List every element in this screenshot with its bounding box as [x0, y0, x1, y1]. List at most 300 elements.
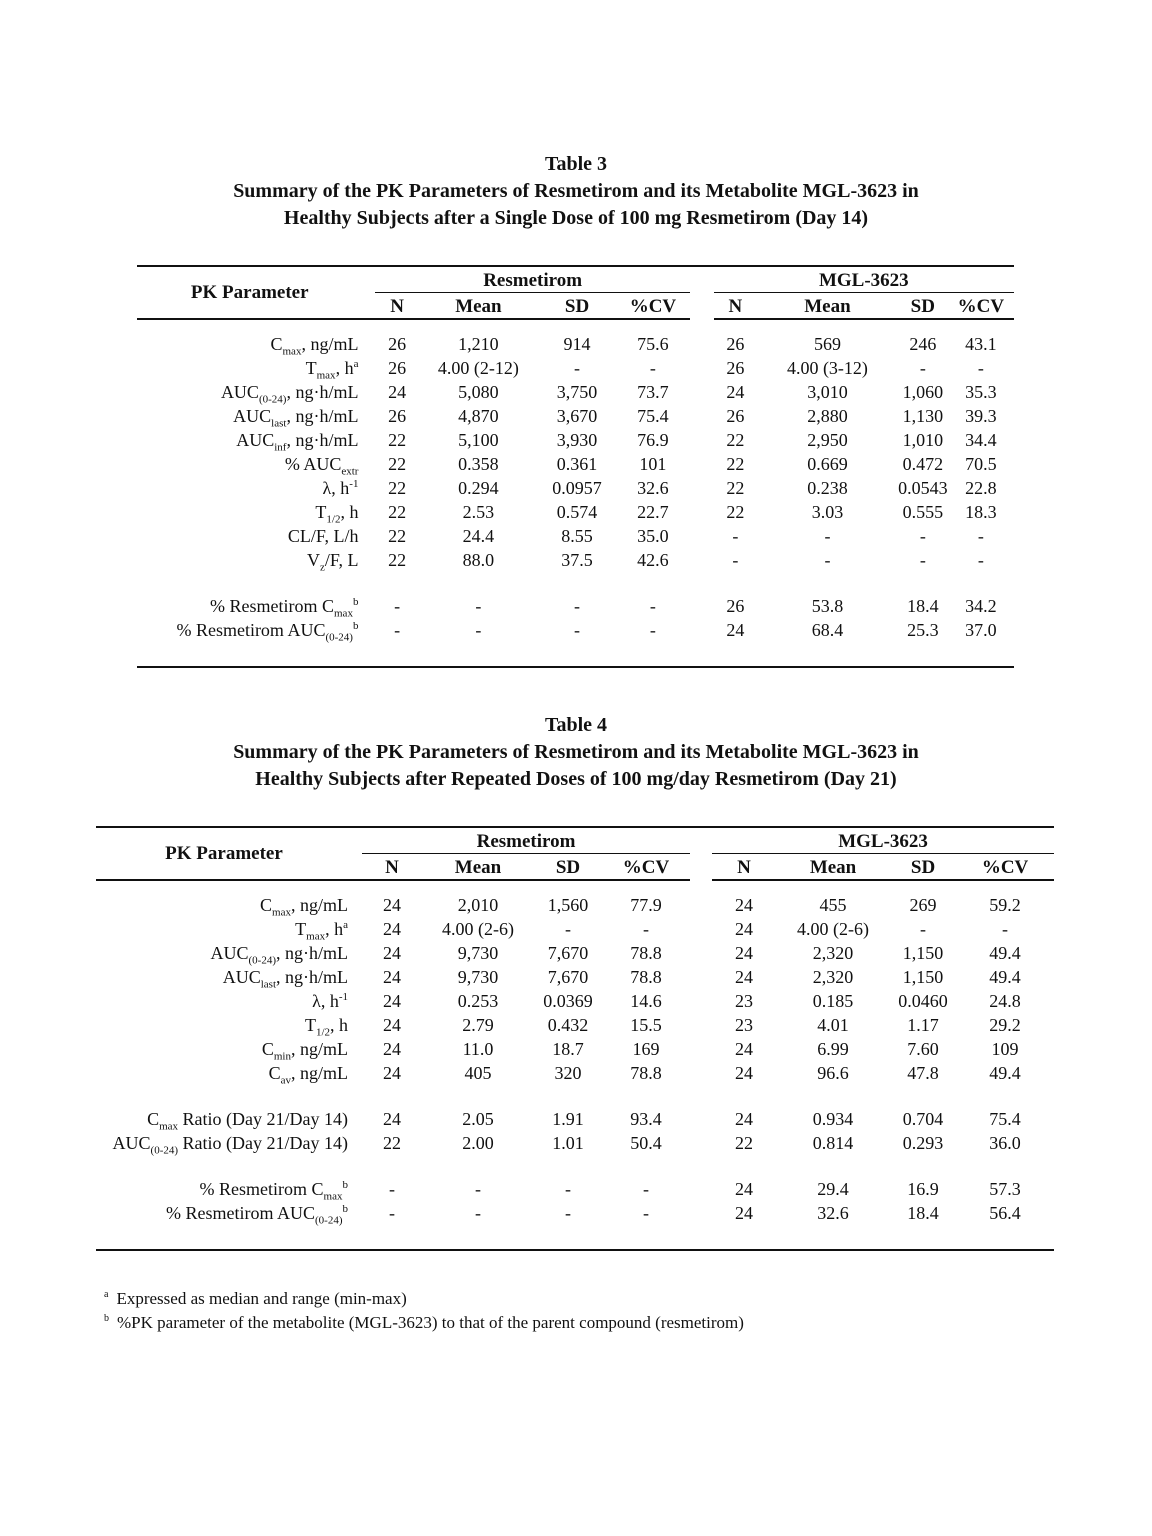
table-cell: 22 [726, 429, 745, 450]
param-subscript: 1/2 [326, 513, 341, 526]
table-cell: 37.0 [965, 619, 997, 640]
table-cell: 22.8 [965, 477, 997, 498]
table-cell: 24 [383, 990, 401, 1011]
table-cell: - [649, 619, 656, 640]
param-label [96, 1177, 352, 1201]
param-text: AUC [222, 966, 261, 987]
param-subscript: av [280, 1074, 291, 1087]
mgl3623-group-header: MGL-3623 [714, 266, 1014, 293]
table-cell: - [824, 549, 831, 570]
table-cell: 2.05 [462, 1108, 494, 1129]
col-header-cv: %CV [948, 293, 1014, 320]
table-cell: 1,560 [547, 894, 589, 915]
table-cell: 56.4 [989, 1202, 1021, 1223]
table-cell: 35.3 [965, 381, 997, 402]
param-suffix: Ratio (Day 21/Day 14) [178, 1108, 348, 1129]
param-text: AUC [233, 405, 272, 426]
table3 [137, 265, 1014, 668]
table-cell: 26 [388, 357, 407, 378]
table-cell: 24 [726, 619, 745, 640]
table-cell: 2.53 [462, 501, 495, 522]
table-cell: 18.3 [965, 501, 997, 522]
table-cell: 22 [388, 525, 407, 546]
table-cell: 34.4 [965, 429, 997, 450]
table-cell: - [824, 525, 831, 546]
param-suffix: , ng·h/mL [276, 942, 348, 963]
table-row [96, 1131, 1054, 1155]
table-cell: 3,930 [556, 429, 598, 450]
table-cell: 0.814 [812, 1132, 854, 1153]
param-superscript: a [343, 918, 348, 931]
table-cell: 24.8 [989, 990, 1021, 1011]
table-cell: 0.574 [556, 501, 598, 522]
table-cell: 25.3 [907, 619, 939, 640]
table-row [96, 989, 1054, 1013]
param-label [137, 476, 362, 500]
col-header-n: N [375, 293, 418, 320]
table-row [137, 594, 1014, 618]
param-text: λ, h [312, 990, 339, 1011]
param-label [96, 1201, 352, 1225]
table-row [96, 893, 1054, 917]
table-cell: 3.03 [811, 501, 844, 522]
param-text: AUC [236, 429, 275, 450]
table-cell: - [574, 357, 581, 378]
table-cell: 0.432 [547, 1014, 589, 1035]
table-row [96, 965, 1054, 989]
table-cell: - [565, 918, 571, 939]
table-row [96, 1201, 1054, 1225]
table-cell: 22 [726, 453, 745, 474]
table-cell: - [574, 595, 581, 616]
table-cell: - [389, 1178, 395, 1199]
table-cell: 5,100 [458, 429, 499, 450]
table4-title-line1: Summary of the PK Parameters of Resmetirom and its Metabolite MGL-3623 in [233, 741, 919, 763]
table-row [137, 404, 1014, 428]
table-cell: 1,150 [902, 966, 944, 987]
param-suffix: , ng/mL [291, 1038, 348, 1059]
table-cell: 24 [383, 1038, 401, 1059]
table-cell: 24 [383, 1014, 401, 1035]
pk-parameter-header: PK Parameter [137, 266, 362, 319]
table-cell: 0.555 [902, 501, 944, 522]
table-cell: 49.4 [989, 942, 1021, 963]
table-cell: 22 [388, 549, 407, 570]
table-cell: 1.91 [552, 1108, 584, 1129]
param-label [137, 380, 362, 404]
table-row [96, 1061, 1054, 1085]
footnote-b: $^b$ %PK parameter of the metabolite (MGL-3623) to that of the parent compound (resmetirom) [104, 1313, 744, 1332]
table-cell: 23 [735, 990, 754, 1011]
table-row [96, 941, 1054, 965]
table3-title-line1: Summary of the PK Parameters of Resmetirom and its Metabolite MGL-3623 in [233, 180, 919, 202]
table-cell: 26 [388, 405, 407, 426]
table-cell: - [475, 595, 482, 616]
param-superscript: b [352, 619, 359, 632]
col-header-cv: %CV [616, 293, 690, 320]
table-cell: 2,320 [812, 942, 854, 963]
param-label [137, 524, 362, 548]
param-suffix: , ng/mL [301, 333, 359, 354]
table-cell: 9,730 [457, 966, 499, 987]
table-cell: 24 [383, 1062, 401, 1083]
param-label [137, 428, 362, 452]
table-cell: 47.8 [907, 1062, 939, 1083]
param-suffix: , h [330, 1014, 348, 1035]
param-subscript: max [159, 1120, 179, 1133]
table-cell: 53.8 [811, 595, 844, 616]
param-subscript: max [323, 1190, 343, 1203]
param-suffix: /F, L [324, 549, 359, 570]
table-row [96, 1107, 1054, 1131]
param-suffix: , ng/mL [291, 1062, 348, 1083]
table-cell: - [920, 918, 927, 939]
table-cell: 93.4 [630, 1108, 662, 1129]
table-cell: 2.00 [462, 1132, 494, 1153]
table-cell: 24 [383, 1108, 401, 1129]
table-row [137, 548, 1014, 572]
param-superscript: -1 [349, 477, 359, 490]
table-cell: 36.0 [989, 1132, 1021, 1153]
table-cell: - [977, 549, 984, 570]
table3-label: Table 3 [544, 153, 608, 175]
table-cell: 24 [735, 966, 754, 987]
param-text: C [147, 1108, 160, 1129]
table-row [137, 380, 1014, 404]
table-cell: 35.0 [637, 525, 669, 546]
table-row [137, 332, 1014, 356]
param-text: T [295, 918, 307, 939]
param-label [137, 404, 362, 428]
table-cell: 29.2 [989, 1014, 1021, 1035]
table-cell: 169 [632, 1038, 660, 1059]
table-cell: 0.934 [812, 1108, 854, 1129]
table-cell: 22 [735, 1132, 754, 1153]
param-subscript: min [273, 1050, 291, 1063]
table-cell: 1,010 [902, 429, 944, 450]
table-cell: 569 [813, 333, 841, 354]
param-label [96, 1013, 352, 1037]
table-cell: 0.0369 [543, 990, 593, 1011]
param-text: % AUC [284, 453, 342, 474]
param-text: AUC [210, 942, 249, 963]
resmetirom-group-header: Resmetirom [375, 266, 689, 293]
table-cell: 42.6 [637, 549, 669, 570]
table-cell: 50.4 [630, 1132, 662, 1153]
table-cell: 405 [464, 1062, 492, 1083]
param-subscript: inf [274, 441, 287, 454]
param-label [137, 500, 362, 524]
table-cell: 43.1 [965, 333, 997, 354]
table-cell: 24 [726, 381, 745, 402]
col-header-mean: Mean [776, 854, 890, 881]
param-label [96, 965, 352, 989]
footnotes [104, 1287, 744, 1335]
param-subscript: (0-24) [325, 631, 353, 644]
param-subscript: max [282, 345, 302, 358]
table-cell: 4.00 (2-12) [437, 357, 519, 378]
table-cell: 22 [726, 501, 745, 522]
param-superscript: -1 [338, 990, 348, 1003]
table-cell: 2,950 [807, 429, 848, 450]
table3-title-line2: Healthy Subjects after a Single Dose of 100 mg Resmetirom (Day 14) [283, 207, 869, 229]
table-cell: 26 [726, 333, 745, 354]
mgl3623-group-header: MGL-3623 [712, 827, 1054, 854]
table-row [96, 1013, 1054, 1037]
table-cell: 75.6 [637, 333, 669, 354]
param-label [137, 332, 362, 356]
table-cell: 88.0 [462, 549, 495, 570]
table-cell: 24 [735, 1062, 754, 1083]
param-label [137, 548, 362, 572]
table-cell: 15.5 [630, 1014, 662, 1035]
table-cell: - [649, 357, 656, 378]
table-row [137, 618, 1014, 642]
param-label [137, 618, 362, 642]
table-cell: - [389, 1202, 395, 1223]
table4-title-line2: Healthy Subjects after Repeated Doses of 100 mg/day Resmetirom (Day 21) [255, 768, 897, 790]
table-cell: 22 [383, 1132, 401, 1153]
param-label [96, 893, 352, 917]
col-header-cv: %CV [602, 854, 690, 881]
table4-body [96, 880, 1054, 1250]
table-cell: 2,010 [457, 894, 499, 915]
param-suffix: , h [340, 501, 359, 522]
table-cell: 22 [388, 477, 407, 498]
table-cell: 49.4 [989, 1062, 1021, 1083]
table-cell: - [394, 619, 401, 640]
table-cell: 24 [383, 966, 401, 987]
table-cell: - [977, 357, 984, 378]
table-cell: 18.4 [907, 595, 939, 616]
table-cell: - [643, 1202, 650, 1223]
table-cell: 26 [726, 405, 745, 426]
table-cell: 57.3 [989, 1178, 1021, 1199]
table-cell: 4.00 (3-12) [786, 357, 868, 378]
table-cell: 49.4 [989, 966, 1021, 987]
param-text: V [306, 549, 320, 570]
table-cell: 1.17 [907, 1014, 939, 1035]
table-cell: 39.3 [965, 405, 997, 426]
table-cell: 0.0957 [552, 477, 602, 498]
table4-caption [0, 712, 1152, 793]
param-subscript: last [260, 978, 276, 991]
col-header-n: N [714, 293, 757, 320]
table-cell: 18.7 [552, 1038, 584, 1059]
table-cell: 26 [726, 357, 745, 378]
table-cell: 2,320 [812, 966, 854, 987]
col-header-mean: Mean [757, 293, 898, 320]
param-text: % Resmetirom C [199, 1178, 324, 1199]
table-cell: - [919, 357, 926, 378]
table-row [96, 1037, 1054, 1061]
param-suffix: , ng·h/mL [286, 381, 359, 402]
table-cell: 37.5 [561, 549, 593, 570]
table-cell: 109 [991, 1038, 1019, 1059]
param-text: AUC [112, 1132, 151, 1153]
col-header-sd: SD [534, 854, 602, 881]
footnote-a: $^a$ Expressed as median and range (min-max) [104, 1289, 407, 1308]
table-cell: 24 [388, 381, 407, 402]
table-cell: 7.60 [907, 1038, 939, 1059]
table-cell: 16.9 [907, 1178, 939, 1199]
col-header-sd: SD [538, 293, 616, 320]
table-cell: 24 [735, 942, 754, 963]
param-subscript: max [272, 906, 291, 919]
table-cell: 11.0 [462, 1038, 494, 1059]
col-header-sd: SD [898, 293, 948, 320]
param-text: % Resmetirom AUC [166, 1202, 315, 1223]
table-cell: 320 [554, 1062, 582, 1083]
table-cell: 0.293 [902, 1132, 944, 1153]
table-cell: 0.358 [458, 453, 499, 474]
param-text: T [315, 501, 327, 522]
table-cell: 77.9 [630, 894, 662, 915]
table-cell: 32.6 [817, 1202, 849, 1223]
table-cell: 0.669 [807, 453, 848, 474]
table-cell: 32.6 [637, 477, 669, 498]
table-cell: 24 [735, 1038, 754, 1059]
table-cell: 3,750 [556, 381, 598, 402]
table-cell: 14.6 [630, 990, 662, 1011]
resmetirom-group-header: Resmetirom [362, 827, 690, 854]
table-cell: 22 [388, 453, 407, 474]
table-cell: 96.6 [817, 1062, 849, 1083]
param-suffix: , h [325, 918, 344, 939]
param-subscript: max [316, 369, 336, 382]
table-row [137, 452, 1014, 476]
param-text: C [261, 1038, 274, 1059]
param-subscript: extr [341, 465, 359, 478]
table-cell: 101 [639, 453, 667, 474]
param-label [137, 356, 362, 380]
table-cell: 246 [909, 333, 937, 354]
table4-label: Table 4 [544, 714, 608, 736]
col-header-mean: Mean [422, 854, 534, 881]
table-cell: 24 [383, 918, 401, 939]
table-cell: 0.0543 [898, 477, 948, 498]
table-cell: 4.01 [817, 1014, 849, 1035]
table-cell: - [732, 549, 739, 570]
table-cell: 1.01 [552, 1132, 584, 1153]
table-cell: 0.361 [556, 453, 598, 474]
table-cell: 24 [735, 1178, 754, 1199]
param-superscript: b [342, 1178, 348, 1191]
table-cell: 0.253 [457, 990, 499, 1011]
table-cell: - [574, 619, 581, 640]
table-row [137, 476, 1014, 500]
param-label [96, 1037, 352, 1061]
param-subscript: 1/2 [315, 1026, 330, 1039]
param-text: AUC [220, 381, 259, 402]
col-header-n: N [362, 854, 422, 881]
table3-body [137, 319, 1014, 667]
param-text: T [305, 357, 317, 378]
table-cell: - [919, 549, 926, 570]
table-row [96, 917, 1054, 941]
table3-caption [0, 151, 1152, 232]
table-cell: 0.294 [458, 477, 499, 498]
table-cell: 22 [726, 477, 745, 498]
param-subscript: max [306, 930, 326, 943]
table-cell: - [643, 1178, 650, 1199]
param-subscript: (0-24) [150, 1144, 179, 1157]
param-text: C [270, 333, 283, 354]
table-cell: 5,080 [458, 381, 499, 402]
table-cell: - [919, 525, 926, 546]
param-label [96, 917, 352, 941]
table-cell: 4.00 (2-6) [797, 918, 870, 939]
table-cell: 3,670 [556, 405, 598, 426]
table-cell: - [475, 1202, 481, 1223]
table-cell: 75.4 [637, 405, 669, 426]
param-superscript: a [353, 357, 359, 370]
param-subscript: (0-24) [315, 1214, 343, 1227]
param-subscript: max [334, 607, 353, 620]
table-cell: 7,670 [547, 966, 589, 987]
table-cell: 68.4 [811, 619, 844, 640]
param-suffix: , ng·h/mL [276, 966, 348, 987]
table-cell: 59.2 [989, 894, 1021, 915]
table-cell: 78.8 [630, 942, 662, 963]
param-label [137, 594, 362, 618]
table-cell: 34.2 [965, 595, 997, 616]
table-cell: 1,150 [902, 942, 944, 963]
table-cell: 24 [735, 894, 754, 915]
param-label [96, 1107, 352, 1131]
table-cell: 1,130 [902, 405, 944, 426]
table-row [137, 524, 1014, 548]
table-cell: 22 [388, 429, 407, 450]
table-cell: - [475, 619, 482, 640]
param-label [96, 1131, 352, 1155]
table-cell: 78.8 [630, 966, 662, 987]
param-label [96, 1061, 352, 1085]
table-cell: 22 [388, 501, 407, 522]
table-cell: 8.55 [561, 525, 593, 546]
param-text: % Resmetirom C [210, 595, 334, 616]
table-cell: 6.99 [817, 1038, 849, 1059]
table-cell: 78.8 [630, 1062, 662, 1083]
table-cell: 4,870 [458, 405, 499, 426]
table-cell: 455 [819, 894, 847, 915]
table-cell: - [565, 1178, 571, 1199]
table-cell: 1,210 [458, 333, 499, 354]
table-cell: 3,010 [807, 381, 848, 402]
table-cell: 23 [735, 1014, 754, 1035]
table-cell: - [977, 525, 984, 546]
table-cell: 24 [383, 942, 401, 963]
param-subscript: z [319, 561, 325, 574]
param-text: λ, h [322, 477, 350, 498]
col-header-cv: %CV [956, 854, 1054, 881]
param-label [96, 941, 352, 965]
table-cell: 73.7 [637, 381, 669, 402]
col-header-sd: SD [890, 854, 956, 881]
table-cell: 18.4 [907, 1202, 939, 1223]
table-cell: 76.9 [637, 429, 669, 450]
table-cell: 4.00 (2-6) [442, 918, 514, 939]
table-cell: 0.238 [807, 477, 848, 498]
table-cell: - [565, 1202, 571, 1223]
table-cell: 24 [735, 1108, 754, 1129]
table-cell: 7,670 [547, 942, 589, 963]
param-label [96, 989, 352, 1013]
table-row [96, 1177, 1054, 1201]
table-cell: 914 [563, 333, 591, 354]
table-cell: 0.185 [812, 990, 854, 1011]
table-cell: - [649, 595, 656, 616]
